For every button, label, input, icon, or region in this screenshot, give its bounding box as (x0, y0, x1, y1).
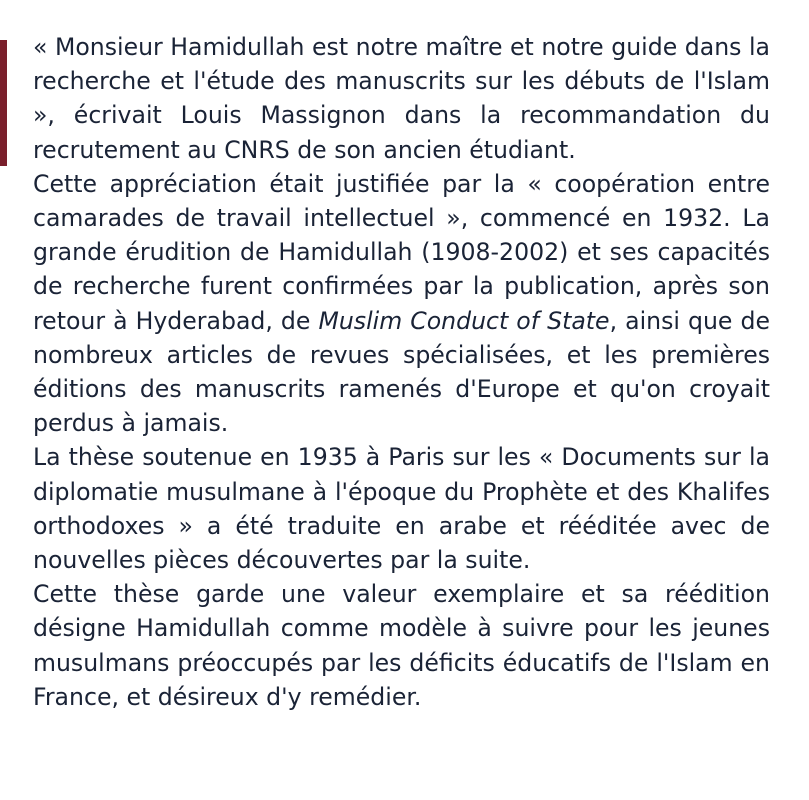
paragraph-erudition-end: , ainsi que de nombreux articles de revues spécialisées, et les premières éditions des manuscrits ramenés d'Europe et qu'on croyait perdus à jamais. (33, 306, 770, 438)
paragraph-erudition-start: Cette appréciation était justifiée par la « coopération entre camarades de travail intellectuel », commencé en 1932. La grande érudition de Hamidullah (1908-2002) et ses capacités de recherche furent confirmées par la publication, après son retour à Hyderabad, de (33, 169, 770, 335)
article-body (33, 30, 770, 714)
book-title: Muslim Conduct of State (318, 306, 610, 335)
paragraph-legacy: Cette thèse garde une valeur exemplaire et sa réédition désigne Hamidullah comme modèle à suivre pour les jeunes musulmans préoccupés par les déficits éducatifs de l'Islam en France, et désireux d'y remédier. (33, 580, 770, 711)
accent-bar (0, 40, 7, 166)
paragraph-quote: « Monsieur Hamidullah est notre maître et notre guide dans la recherche et l'étude des manuscrits sur les débuts de l'Islam », écrivait Louis Massignon dans la recommandation du recrutement au CNRS de son ancien étudiant. (33, 33, 770, 164)
paragraph-thesis: La thèse soutenue en 1935 à Paris sur les « Documents sur la diplomatie musulmane à l'époque du Prophète et des Khalifes orthodoxes » a été traduite en arabe et rééditée avec de nouvelles pièces découvertes par la suite. (33, 443, 770, 575)
paragraph-erudition (33, 167, 770, 441)
